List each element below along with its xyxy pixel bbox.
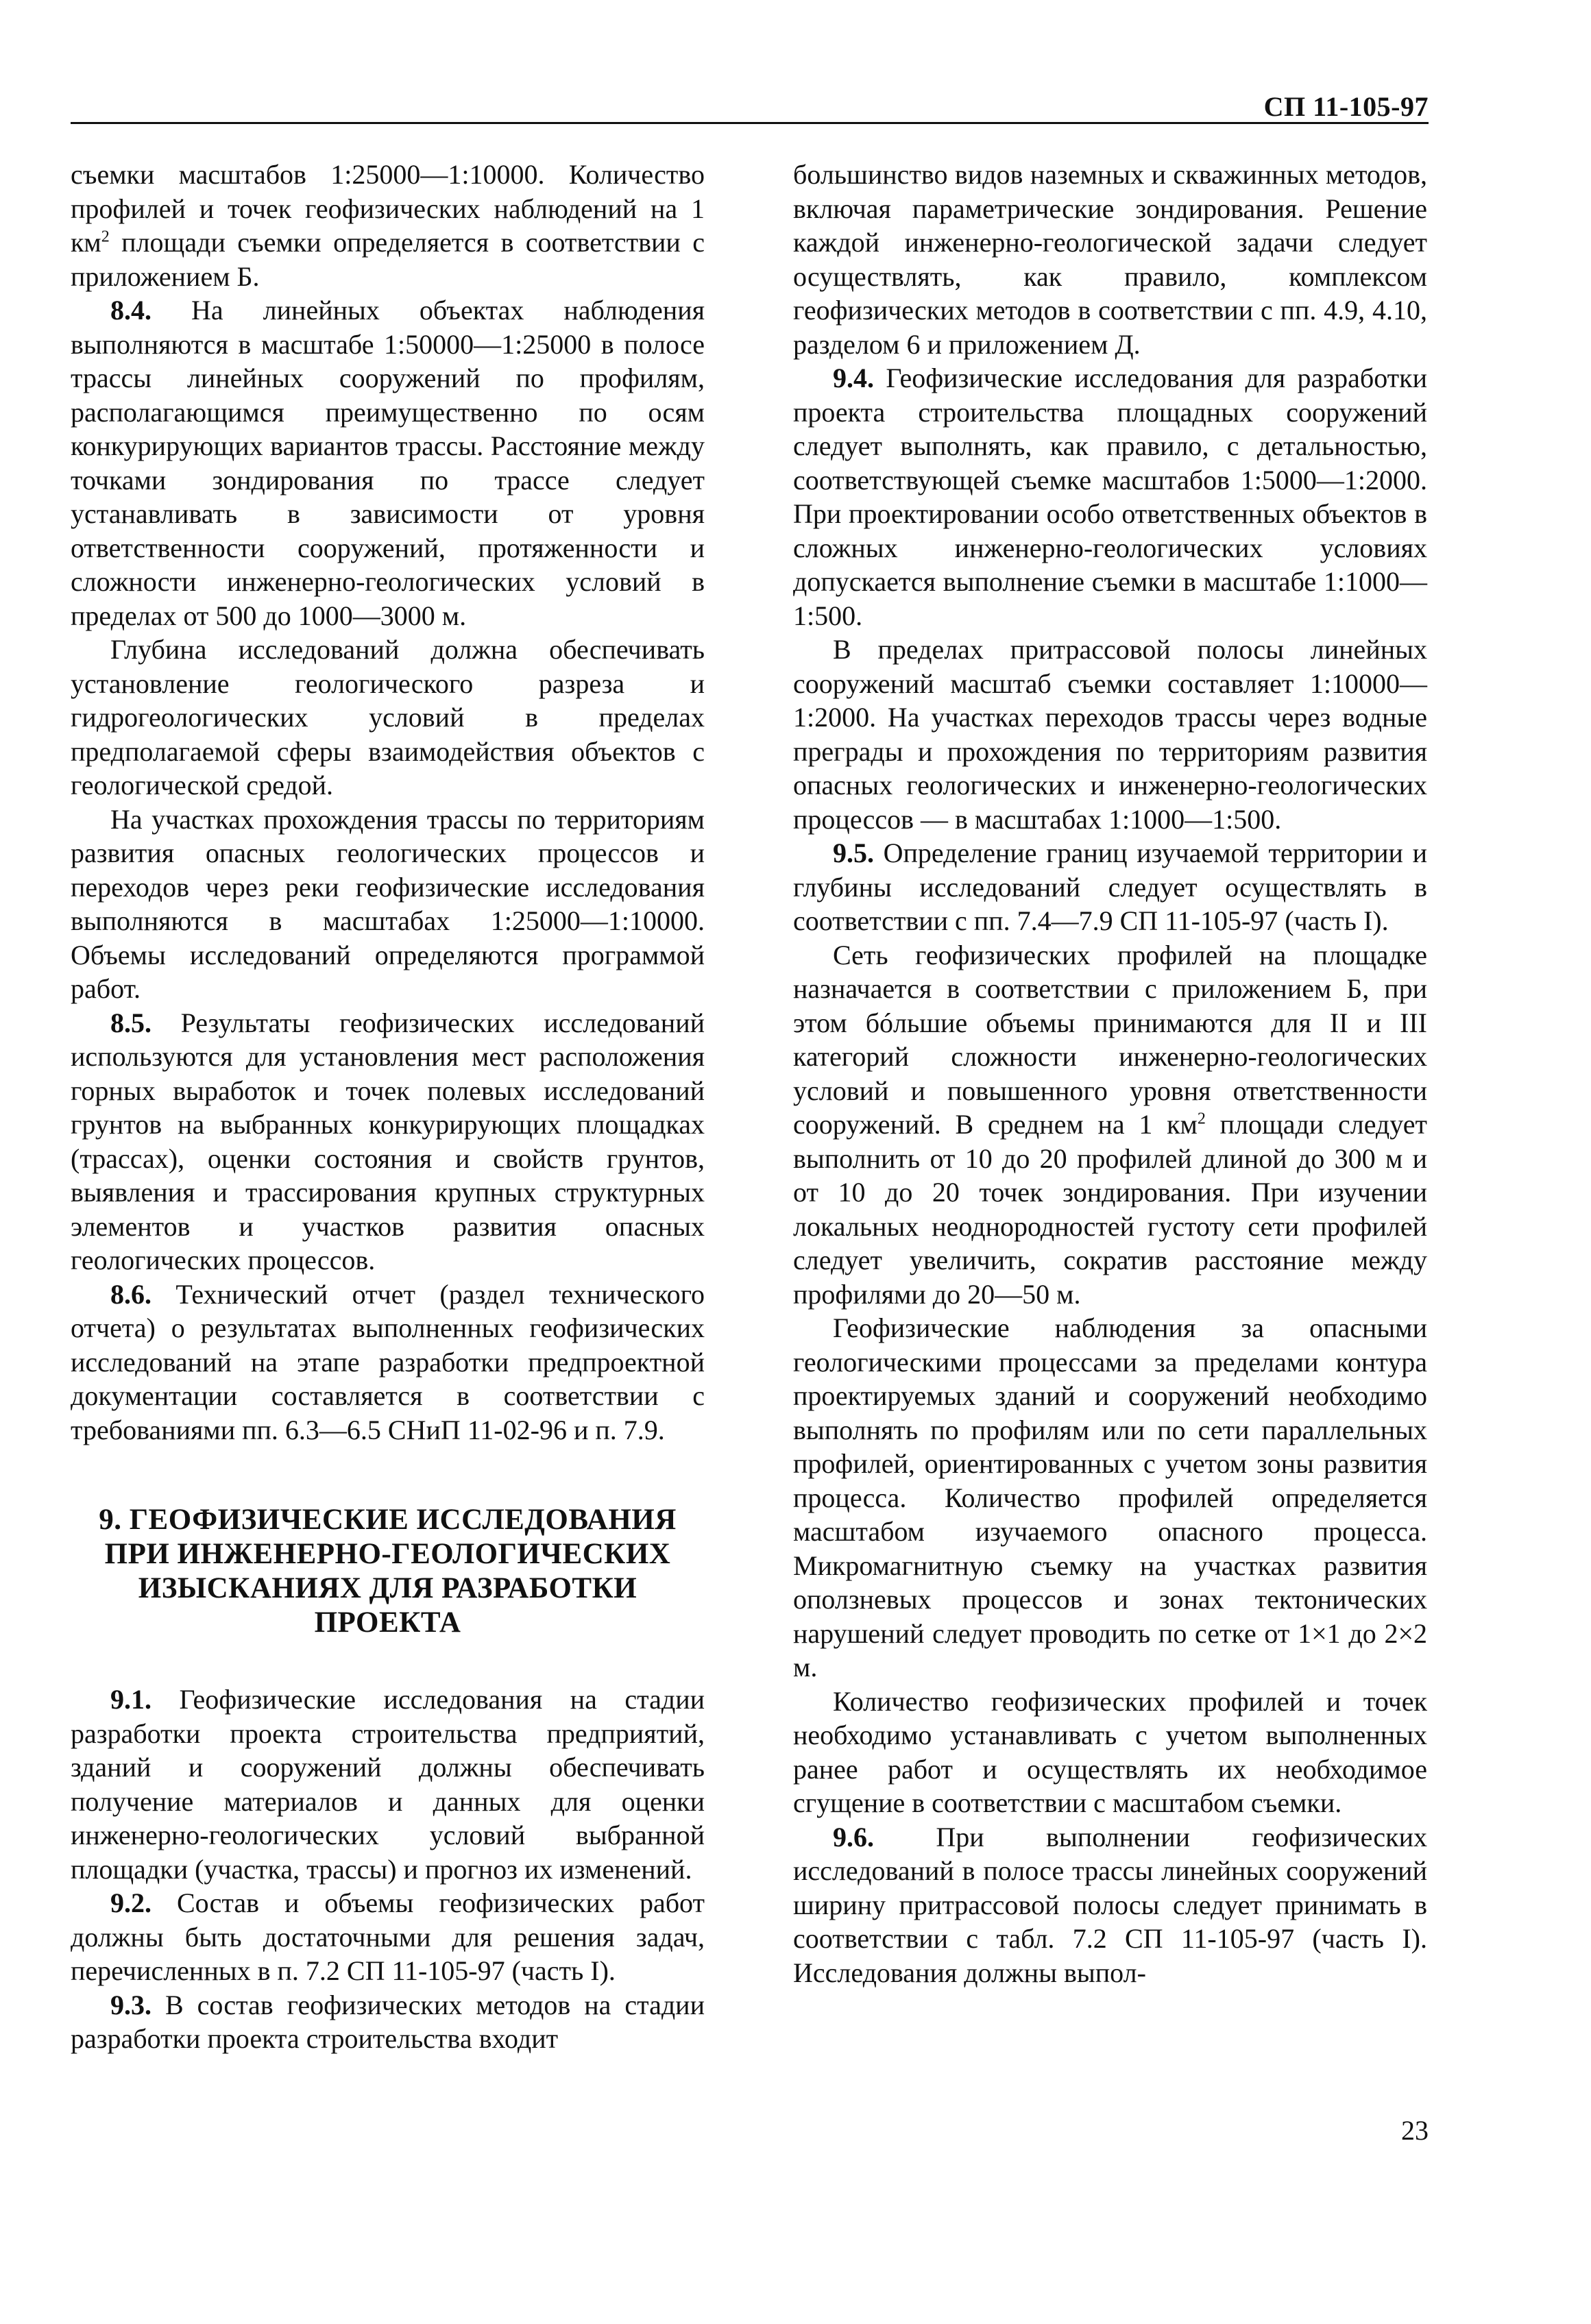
- paragraph-9-2: 9.2. Состав и объемы геофизических работ должны быть достаточными для решения задач, перечисленных в п. 7.2 СП 11-105-97 (часть I).: [71, 1887, 705, 1986]
- paragraph-9-5: 9.5. Определение границ изучаемой территории и глубины исследований следует осуществлять в соответствии с пп. 7.4—7.9 СП 11-105-97 (часть I).: [793, 837, 1427, 936]
- clause-number: 9.1.: [110, 1684, 151, 1715]
- paragraph-8-4: 8.4. На линейных объектах наблюдения выполняются в масштабе 1:50000—1:25000 в полосе трассы линейных сооружений по профилям, располагающимся преимущественно по осям конкурирующих вариантов трассы. Расстояние между точками зондирования по трассе следует устанавливать в зависимости от уровня ответственности сооружений, протяженности и сложности инженерно-геологических условий в пределах от 500 до 1000—3000 м.: [71, 295, 705, 631]
- left-column: [71, 158, 705, 2056]
- clause-number: 9.3.: [110, 1989, 151, 2020]
- paragraph-9-4: 9.4. Геофизические исследования для разработки проекта строительства площадных сооружений следует выполнять, как правило, с детальностью, соответствующей съемке масштабов 1:5000—1:2000. При проектировании особо ответственных объектов в сложных инженерно-геологических условиях допускается выполнение съемки в масштабе 1:1000—1:500.: [793, 363, 1427, 631]
- paragraph-9-3: 9.3. В состав геофизических методов на стадии разработки проекта строительства входит: [71, 1989, 705, 2054]
- clause-number: 9.4.: [833, 363, 874, 393]
- clause-number: 9.6.: [833, 1821, 874, 1852]
- paragraph-8-5: 8.5. Результаты геофизических исследований используются для установления мест расположения горных выработок и точек полевых исследований грунтов на выбранных конкурирующих площадках (трассах), оценки состояния и свойств грунтов, выявления и трассирования крупных структурных элементов и участков развития опасных геологических процессов.: [71, 1007, 705, 1275]
- paragraph-9-1: 9.1. Геофизические исследования на стадии разработки проекта строительства предприятий, зданий и сооружений должны обеспечивать получение материалов и данных для оценки инженерно-геологических условий выбранной площадки (участка, трассы) и прогноз их изменений.: [71, 1684, 705, 1885]
- paragraph: Сеть геофизических профилей на площадке назначается в соответствии с приложением Б, при этом бóльшие объемы принимаются для II и III категорий сложности инженерно-геологических условий и повышенного уровня ответственности сооружений. В среднем на 1 $км^2$ площади следует выполнить от 10 до 20 профилей длиной до 300 м и от 10 до 20 точек зондирования. При изучении локальных неоднородностей густоту сети профилей следует увеличить, сократив расстояние между профилями до 20—50 м.: [793, 939, 1427, 1310]
- clause-number: 8.6.: [110, 1278, 151, 1310]
- paragraph: В пределах притрассовой полосы линейных сооружений масштаб съемки составляет 1:10000—1:2000. На участках переходов трассы через водные преграды и прохождения по территориям развития опасных геологических и инженерно-геологических процессов — в масштабах 1:1000—1:500.: [793, 634, 1427, 835]
- paragraph-8-6: 8.6. Технический отчет (раздел технического отчета) о результатах выполненных геофизических исследований на этапе разработки предпроектной документации составляется в соответствии с требованиями пп. 6.3—6.5 СНиП 11-02-96 и п. 7.9.: [71, 1278, 705, 1445]
- header-rule: [71, 122, 1429, 124]
- paragraph: На участках прохождения трассы по территориям развития опасных геологических процессов и переходов через реки геофизические исследования выполняются в масштабах 1:25000—1:10000. Объемы исследований определяются программой работ.: [71, 803, 705, 1004]
- paragraph-9-6: 9.6. При выполнении геофизических исследований в полосе трассы линейных сооружений ширину притрассовой полосы следует принимать в соответствии с табл. 7.2 СП 11-105-97 (часть I). Исследования должны выпол-: [793, 1821, 1427, 1988]
- clause-number: 9.5.: [833, 837, 874, 868]
- page-number: 23: [1401, 2115, 1429, 2146]
- paragraph: Количество геофизических профилей и точек необходимо устанавливать с учетом выполненных ранее работ и осуществлять их необходимое сгущение в соответствии с масштабом съемки.: [793, 1685, 1427, 1818]
- right-column: [793, 158, 1427, 1990]
- section-heading: 9. ГЕОФИЗИЧЕСКИЕ ИССЛЕДОВАНИЯ ПРИ ИНЖЕНЕРНО-ГЕОЛОГИЧЕСКИХ ИЗЫСКАНИЯХ ДЛЯ РАЗРАБОТКИ ПРОЕКТА: [99, 1504, 677, 1639]
- paragraph: Геофизические наблюдения за опасными геологическими процессами за пределами контура проектируемых зданий и сооружений необходимо выполнять по профилям или по сети параллельных профилей, ориентированных с учетом зоны развития процесса. Количество профилей определяется масштабом изучаемого опасного процесса. Микромагнитную съемку на участках развития оползневых процессов и зонах тектонических нарушений следует проводить по сетке от 1×1 до 2×2 м.: [793, 1312, 1427, 1683]
- paragraph: большинство видов наземных и скважинных методов, включая параметрические зондирования. Решение каждой инженерно-геологической задачи следует осуществлять, как правило, комплексом геофизических методов в соответствии с пп. 4.9, 4.10, разделом 6 и приложением Д.: [793, 159, 1427, 360]
- clause-number: 8.4.: [110, 295, 151, 326]
- paragraph: съемки масштабов 1:25000—1:10000. Количество профилей и точек геофизических наблюдений на 1 $км^2$ площади съемки определяется в соответствии с приложением Б.: [71, 159, 705, 292]
- running-head-doc-code: СП 11-105-97: [1263, 91, 1429, 122]
- clause-number: 8.5.: [110, 1007, 151, 1038]
- paragraph: Глубина исследований должна обеспечивать установление геологического разреза и гидрогеологических условий в пределах предполагаемой сферы взаимодействия объектов с геологической средой.: [71, 634, 705, 800]
- clause-number: 9.2.: [110, 1887, 151, 1918]
